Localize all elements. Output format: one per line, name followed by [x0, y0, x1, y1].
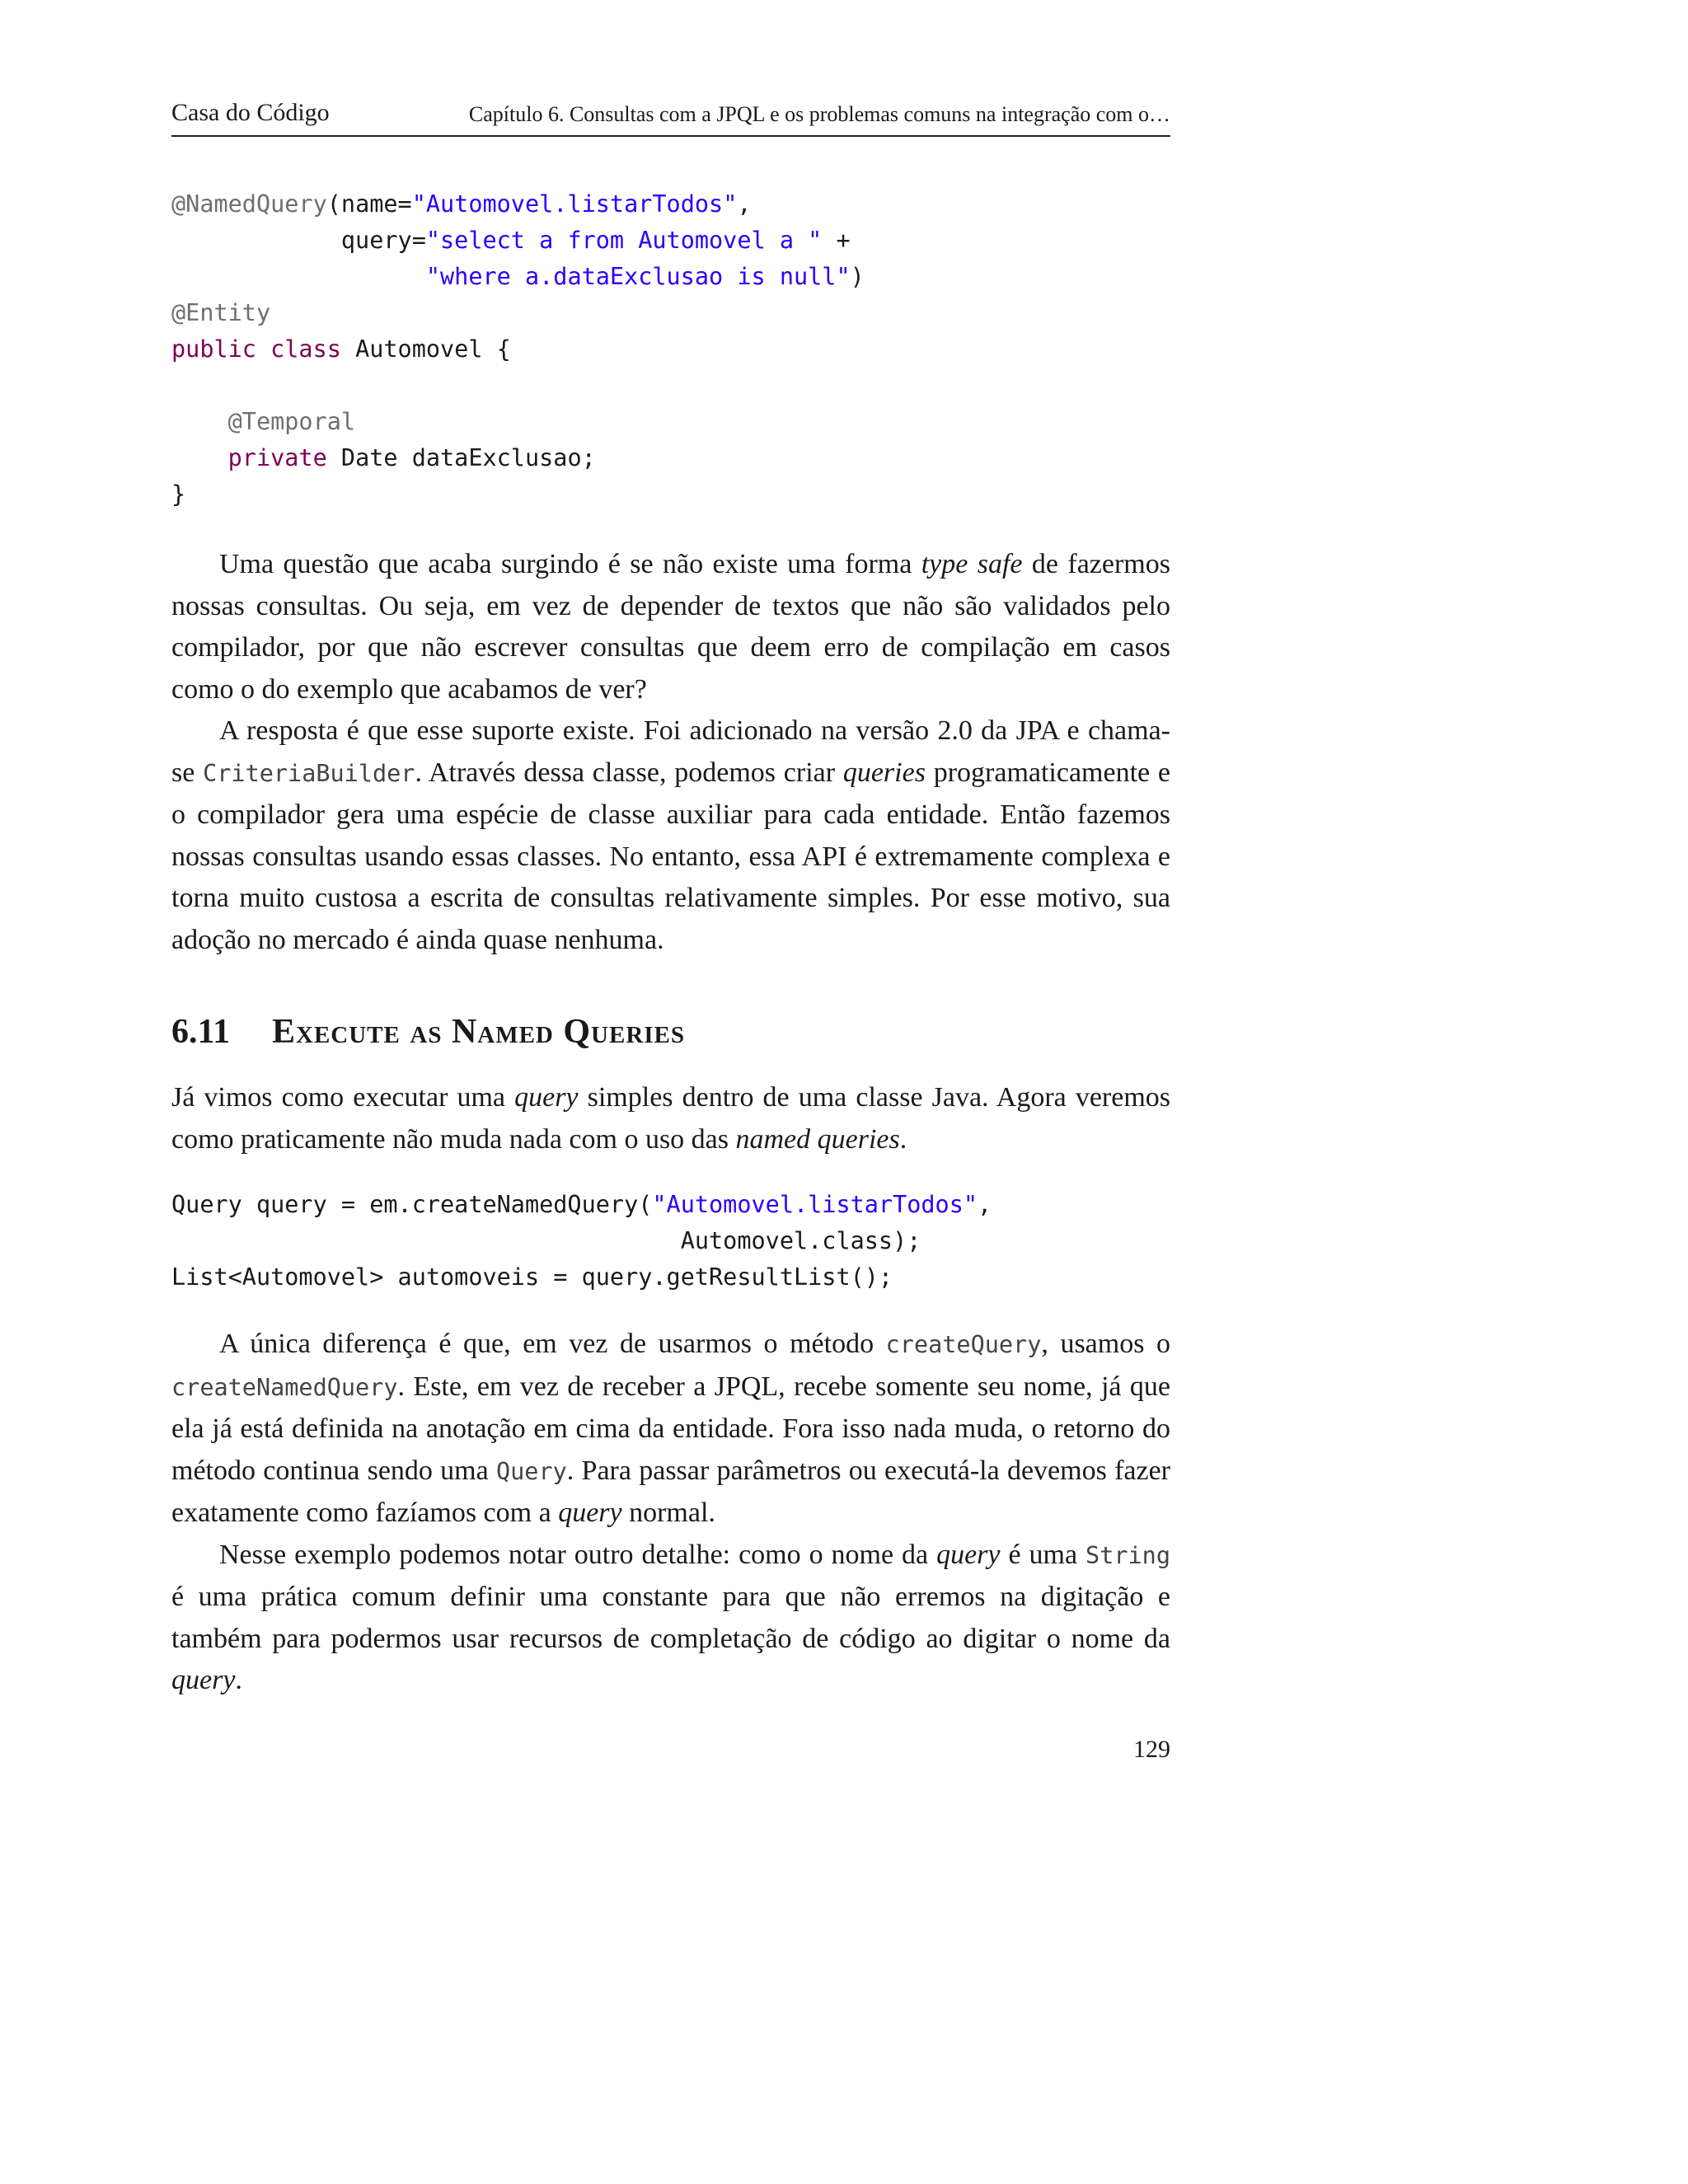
emphasis: query [558, 1497, 622, 1528]
text: programaticamente e o compilador gera uma espécie de classe auxiliar para cada entidade. Então fazemos nossas consultas usando essas classes. No entanto, essa API é extremamente complexa e torna muito custosa a escrita de consultas relativamente simples. Por esse motivo, sua adoção no mercado é ainda quase nenhuma. [171, 757, 1170, 955]
code-text: List<Automovel> automoveis = query.getResultList(); [171, 1263, 893, 1291]
text: normal. [621, 1497, 715, 1528]
text: Já vimos como executar uma [171, 1082, 515, 1113]
code-text: (name= [326, 190, 412, 218]
section-heading [171, 1012, 685, 1052]
text: A resposta é que esse suporte existe. Foi adicionado na versão 2.0 da JPA e chama-se [171, 715, 1170, 788]
text: é uma [1000, 1539, 1086, 1570]
code-text: , [737, 190, 752, 218]
text: . Através dessa classe, podemos criar [415, 757, 843, 788]
code-block-named-query [171, 1187, 992, 1296]
code-string: "where a.dataExclusao is null" [425, 263, 851, 290]
header-book-title: Casa do Código [171, 99, 330, 126]
text: de fazermos nossas consultas. Ou seja, em vez de depender de textos que não são validados pelo compilador, por que não escrever consultas que deem erro de compilação em casos como o do exemplo que acabamos de ver? [171, 549, 1170, 705]
code-keyword: public class [171, 335, 341, 363]
code-string: "select a from Automovel a " [425, 227, 823, 254]
inline-code: Query [495, 1457, 567, 1485]
code-annotation: @Entity [171, 299, 271, 326]
paragraph [171, 1535, 1170, 1702]
code-text [171, 444, 228, 471]
code-text: } [171, 480, 186, 508]
emphasis: named queries [735, 1123, 900, 1155]
inline-code: String [1085, 1541, 1170, 1569]
code-annotation: @Temporal [227, 408, 356, 435]
code-text: Date dataExclusao; [326, 444, 596, 471]
inline-code: createNamedQuery [171, 1373, 398, 1401]
paragraph [171, 544, 1170, 710]
text: Nesse exemplo podemos notar outro detalhe: como o nome da [219, 1539, 937, 1570]
emphasis: type safe [921, 549, 1023, 579]
emphasis: query [936, 1539, 1001, 1570]
code-keyword: private [227, 444, 327, 471]
emphasis: query [171, 1665, 236, 1695]
header-chapter-title: Capítulo 6. Consultas com a JPQL e os problemas comuns na integração com o… [468, 102, 1170, 126]
text: A única diferença é que, em vez de usarmos o método [219, 1329, 886, 1359]
section-number: 6.11 [171, 1013, 231, 1051]
code-text: ) [850, 263, 865, 290]
text: Uma questão que acaba surgindo é se não existe uma forma [219, 549, 921, 579]
code-block-entity [171, 186, 865, 513]
text: , usamos o [1041, 1329, 1170, 1359]
code-text: Query query = em.createNamedQuery( [171, 1191, 653, 1218]
text: . [899, 1123, 907, 1155]
code-text: query= [171, 227, 426, 254]
body-text-block-2 [171, 1077, 1170, 1160]
paragraph [171, 710, 1170, 961]
running-header [171, 97, 1170, 137]
code-text: Automovel { [340, 335, 511, 363]
code-string: "Automovel.listarTodos" [652, 1191, 978, 1218]
code-text [171, 263, 426, 290]
page-number: 129 [1133, 1736, 1170, 1763]
paragraph [171, 1077, 1170, 1160]
inline-code: createQuery [885, 1331, 1042, 1358]
body-text-block-1 [171, 544, 1170, 961]
text: é uma prática comum definir uma constante para que não erremos na digitação e também para podermos usar recursos de completação de código ao digitar o nome da [171, 1582, 1170, 1654]
text: . Este, em vez de receber a JPQL, recebe somente seu nome, já que ela já está definida na anotação em cima da entidade. Fora isso nada muda, o retorno do método continua sendo uma [171, 1371, 1170, 1486]
text: simples dentro de uma classe Java. Agora veremos como praticamente não muda nada com o uso das [171, 1082, 1170, 1155]
code-text: , [978, 1191, 992, 1218]
code-text: Automovel.class); [171, 1227, 921, 1254]
text: . Para passar parâmetros ou executá-la devemos fazer exatamente como fazíamos com a [171, 1455, 1170, 1528]
section-title: Execute as Named Queries [272, 1013, 686, 1051]
code-annotation: @NamedQuery [171, 190, 327, 218]
code-text [171, 408, 228, 435]
emphasis: query [514, 1082, 579, 1113]
text: . [235, 1665, 242, 1695]
emphasis: queries [842, 757, 926, 788]
code-text: + [822, 227, 851, 254]
body-text-block-3 [171, 1324, 1170, 1702]
paragraph [171, 1324, 1170, 1535]
inline-code: CriteriaBuilder [203, 759, 415, 787]
code-string: "Automovel.listarTodos" [411, 190, 738, 218]
